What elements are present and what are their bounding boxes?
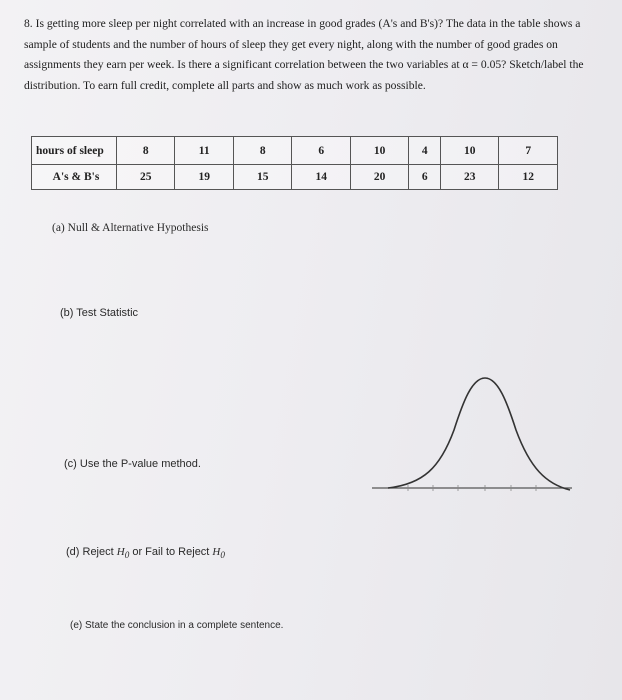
grades-cell: 20 <box>350 165 408 190</box>
part-a-label: (a) Null & Alternative Hypothesis <box>52 222 209 234</box>
grades-cell: 6 <box>409 165 441 190</box>
hours-cell: 8 <box>233 137 291 165</box>
part-e-label: (e) State the conclusion in a complete sentence. <box>70 620 284 631</box>
hours-cell: 10 <box>441 137 499 165</box>
part-d-mid: or Fail to Reject <box>129 546 213 558</box>
hours-cell: 11 <box>175 137 233 165</box>
table-row-hours <box>32 137 558 165</box>
grades-cell: 19 <box>175 165 233 190</box>
part-d-prefix: (d) Reject <box>66 546 117 558</box>
part-b-label: (b) Test Statistic <box>60 307 139 319</box>
grades-cell: 25 <box>117 165 175 190</box>
data-table <box>31 136 558 190</box>
part-c-label: (c) Use the P-value method. <box>64 458 201 470</box>
hours-cell: 6 <box>292 137 350 165</box>
row-label-grades: A's & B's <box>32 165 117 190</box>
h0-symbol: $H_0$ <box>212 546 225 561</box>
hours-cell: 8 <box>117 137 175 165</box>
grades-cell: 12 <box>499 165 558 190</box>
bell-curve <box>388 378 570 490</box>
hours-cell: 4 <box>409 137 441 165</box>
hours-cell: 7 <box>499 137 558 165</box>
h0-symbol: $H_0$ <box>116 546 130 561</box>
question-prompt: 8. Is getting more sleep per night correlated with an increase in good grades (A's and B's)? The data in the table shows a sample of students and the number of hours of sleep they get every night, along with the number of good grades on assignments they earn per week. Is there a significant correlation between the two variables at α = 0.05? Sketch/label the distribution. To earn full credit, complete all parts and show as much work as possible. <box>24 17 584 92</box>
hours-cell: 10 <box>350 137 408 165</box>
part-d-label <box>66 546 225 560</box>
row-label-hours: hours of sleep <box>32 137 117 165</box>
grades-cell: 23 <box>441 165 499 190</box>
grades-cell: 14 <box>292 165 350 190</box>
normal-curve-sketch <box>368 372 578 498</box>
grades-cell: 15 <box>233 165 291 190</box>
table-row-grades <box>32 165 558 190</box>
